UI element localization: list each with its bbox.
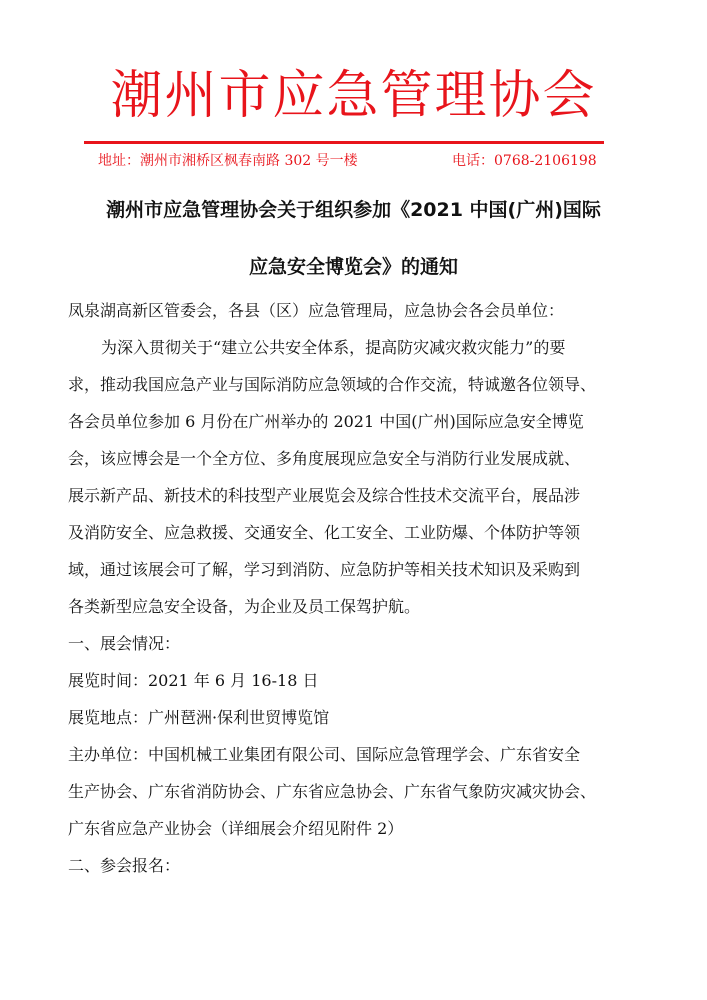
document-title-line1: 潮州市应急管理协会关于组织参加《2021 中国(广州)国际 bbox=[106, 199, 601, 221]
paragraph-line: 各会员单位参加 6 月份在广州举办的 2021 中国(广州)国际应急安全博览 bbox=[68, 412, 584, 431]
letterhead-red-rule bbox=[84, 141, 604, 144]
section2-heading: 二、参会报名： bbox=[68, 856, 181, 875]
section1-heading: 一、展会情况： bbox=[68, 634, 181, 653]
letterhead-org-name: 潮州市应急管理协会 bbox=[110, 66, 597, 126]
exhibition-venue: 展览地点：广州琶洲·保利世贸博览馆 bbox=[68, 708, 330, 727]
organizer-line: 生产协会、广东省消防协会、广东省应急协会、广东省气象防灾减灾协会、 bbox=[68, 782, 597, 801]
organizer-line: 广东省应急产业协会（详细展会介绍见附件 2） bbox=[68, 819, 404, 838]
paragraph-line: 会，该应博会是一个全方位、多角度展现应急安全与消防行业发展成就、 bbox=[68, 449, 581, 468]
exhibition-time: 展览时间：2021 年 6 月 16-18 日 bbox=[68, 671, 319, 690]
paragraph-line: 各类新型应急安全设备，为企业及员工保驾护航。 bbox=[68, 597, 421, 616]
paragraph-line: 域，通过该展会可了解，学习到消防、应急防护等相关技术知识及采购到 bbox=[68, 560, 581, 579]
paragraph-line: 求，推动我国应急产业与国际消防应急领域的合作交流，特诚邀各位领导、 bbox=[68, 375, 597, 394]
paragraph-line: 展示新产品、新技术的科技型产业展览会及综合性技术交流平台，展品涉 bbox=[68, 486, 581, 505]
organizer-line: 主办单位：中国机械工业集团有限公司、国际应急管理学会、广东省安全 bbox=[68, 745, 581, 764]
salutation: 凤泉湖高新区管委会，各县（区）应急管理局，应急协会各会员单位： bbox=[68, 301, 565, 320]
paragraph-line: 及消防安全、应急救援、交通安全、化工安全、工业防爆、个体防护等领 bbox=[68, 523, 581, 542]
paragraph-line: 为深入贯彻关于“建立公共安全体系，提高防灾减灾救灾能力”的要 bbox=[101, 338, 566, 357]
letterhead-phone: 电话：0768-2106198 bbox=[452, 153, 597, 169]
letterhead-address: 地址：潮州市湘桥区枫春南路 302 号一楼 bbox=[98, 153, 358, 169]
document-title-line2: 应急安全博览会》的通知 bbox=[248, 256, 458, 278]
